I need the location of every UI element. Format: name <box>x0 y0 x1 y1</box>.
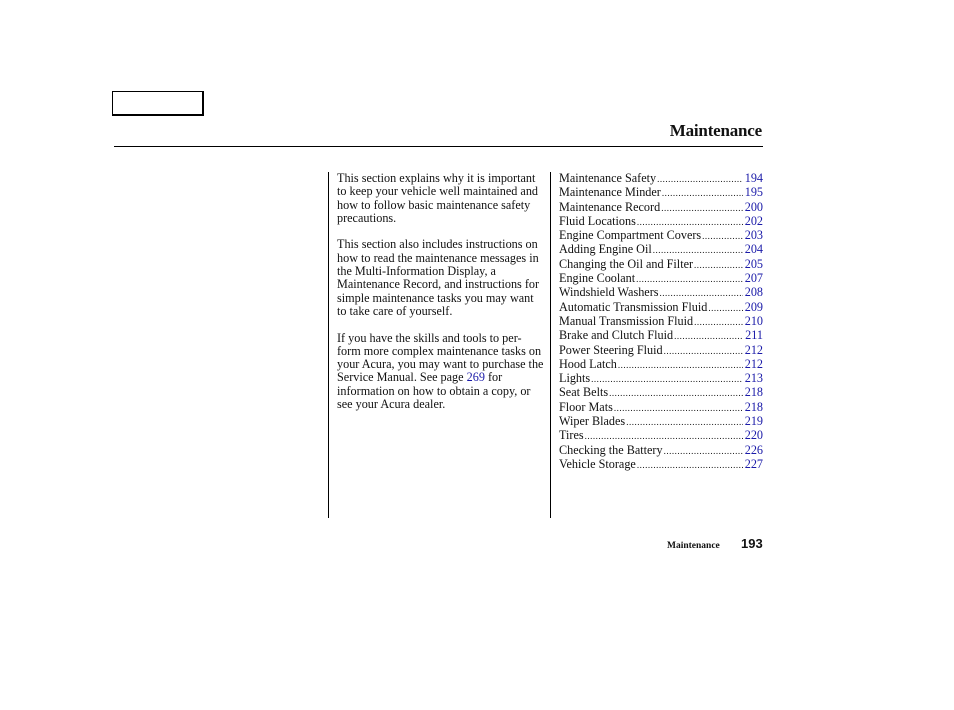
toc-entry[interactable] <box>559 372 763 386</box>
column-divider-right <box>550 172 551 518</box>
toc-entry-title: Windshield Washers <box>559 285 659 300</box>
toc-entry[interactable] <box>559 201 763 215</box>
toc-entry[interactable] <box>559 258 763 272</box>
toc-entry-title: Engine Compartment Covers <box>559 228 702 243</box>
toc-entry[interactable] <box>559 301 763 315</box>
toc-page-link[interactable]: 210 <box>744 313 763 328</box>
toc-entry-title: Seat Belts <box>559 385 609 400</box>
toc-entry[interactable] <box>559 458 763 472</box>
toc-page-link[interactable]: 209 <box>744 299 763 314</box>
toc-page-link[interactable]: 194 <box>744 171 763 185</box>
toc-page-link[interactable]: 205 <box>744 256 763 271</box>
toc-entry-title: Checking the Battery <box>559 442 663 457</box>
toc-leader-dots <box>637 459 743 472</box>
intro-paragraph-3 <box>337 332 545 412</box>
toc-entry-title: Adding Engine Oil <box>559 242 652 257</box>
intro-paragraph-3-start: If you have the skills and tools to per-form more complex maintenance tasks on your Acura, you may want to purchase the Service Manual. See page <box>337 330 544 385</box>
toc-entry-title: Manual Transmission Fluid <box>559 313 694 328</box>
toc-entry-title: Lights <box>559 371 591 386</box>
intro-paragraph-1: This section explains why it is important to keep your vehicle well maintained and how to follow basic maintenance safety precautions. <box>337 171 539 225</box>
toc-entry-title: Maintenance Record <box>559 199 661 214</box>
toc-leader-dots <box>637 216 743 229</box>
toc-leader-dots <box>660 287 743 300</box>
toc-page-link[interactable]: 213 <box>744 371 763 386</box>
toc-page-link[interactable]: 212 <box>744 342 763 357</box>
toc-leader-dots <box>674 330 743 343</box>
toc-entry-title: Vehicle Storage <box>559 456 636 471</box>
header-rule <box>114 146 763 147</box>
toc-entry[interactable] <box>559 344 763 358</box>
toc-leader-dots <box>694 316 743 329</box>
toc-entry-title: Tires <box>559 428 584 443</box>
service-manual-page-link[interactable]: 269 <box>466 370 485 385</box>
toc-entry[interactable] <box>559 286 763 300</box>
toc-entry-title: Automatic Transmission Fluid <box>559 299 708 314</box>
toc-leader-dots <box>591 373 743 386</box>
toc-entry[interactable] <box>559 386 763 400</box>
toc-leader-dots <box>609 387 743 400</box>
toc-leader-dots <box>618 359 743 372</box>
toc-entry[interactable] <box>559 429 763 443</box>
toc-leader-dots <box>661 202 743 215</box>
toc-entry[interactable] <box>559 315 763 329</box>
toc-leader-dots <box>662 187 743 200</box>
toc-page-link[interactable]: 219 <box>744 414 763 429</box>
toc-entry[interactable] <box>559 358 763 372</box>
toc-entry[interactable] <box>559 215 763 229</box>
table-of-contents <box>559 172 763 472</box>
toc-leader-dots <box>614 402 743 415</box>
toc-page-link[interactable]: 204 <box>744 242 763 257</box>
footer-section-label: Maintenance <box>667 541 720 551</box>
toc-leader-dots <box>653 244 743 257</box>
toc-entry-title: Changing the Oil and Filter <box>559 256 694 271</box>
toc-entry-title: Maintenance Minder <box>559 185 661 200</box>
toc-page-link[interactable]: 211 <box>745 328 763 343</box>
toc-leader-dots <box>626 416 743 429</box>
intro-text <box>337 172 545 425</box>
toc-page-link[interactable]: 218 <box>744 385 763 400</box>
toc-leader-dots <box>657 173 743 186</box>
toc-entry-title: Brake and Clutch Fluid <box>559 328 674 343</box>
toc-page-link[interactable]: 218 <box>744 399 763 414</box>
toc-entry-title: Floor Mats <box>559 399 613 414</box>
toc-entry[interactable] <box>559 172 763 186</box>
toc-entry-title: Power Steering Fluid <box>559 342 663 357</box>
toc-entry[interactable] <box>559 401 763 415</box>
toc-entry[interactable] <box>559 243 763 257</box>
toc-page-link[interactable]: 195 <box>744 185 763 200</box>
toc-entry-title: Engine Coolant <box>559 271 636 286</box>
page-number: 193 <box>741 536 763 551</box>
toc-entry[interactable] <box>559 329 763 343</box>
toc-page-link[interactable]: 200 <box>744 199 763 214</box>
toc-page-link[interactable]: 207 <box>744 271 763 286</box>
toc-entry-title: Wiper Blades <box>559 414 626 429</box>
intro-paragraph-3-end: for information on how to obtain a copy, or see your Acura dealer. <box>337 370 531 412</box>
page-title: Maintenance <box>669 121 762 140</box>
toc-entry[interactable] <box>559 229 763 243</box>
toc-page-link[interactable]: 227 <box>744 456 763 471</box>
toc-leader-dots <box>664 345 743 358</box>
toc-leader-dots <box>664 445 743 458</box>
toc-entry[interactable] <box>559 444 763 458</box>
column-divider-left <box>328 172 329 518</box>
toc-entry[interactable] <box>559 186 763 200</box>
toc-entry-title: Hood Latch <box>559 356 617 371</box>
toc-page-link[interactable]: 212 <box>744 356 763 371</box>
toc-page-link[interactable]: 203 <box>744 228 763 243</box>
toc-entry[interactable] <box>559 272 763 286</box>
toc-entry-title: Maintenance Safety <box>559 171 657 185</box>
toc-page-link[interactable]: 220 <box>744 428 763 443</box>
toc-leader-dots <box>702 230 743 243</box>
toc-leader-dots <box>694 259 743 272</box>
toc-entry[interactable] <box>559 415 763 429</box>
toc-leader-dots <box>708 302 742 315</box>
toc-page-link[interactable]: 202 <box>744 213 763 228</box>
toc-leader-dots <box>636 273 743 286</box>
toc-page-link[interactable]: 226 <box>744 442 763 457</box>
toc-leader-dots <box>585 430 743 443</box>
toc-entry-title: Fluid Locations <box>559 213 636 228</box>
intro-paragraph-2: This section also includes instructions on how to read the maintenance messages in the Multi-Information Display, a Maintenance Record, and instructions for simple maintenance tasks you may want to take care of yourself. <box>337 237 540 318</box>
toc-page-link[interactable]: 208 <box>744 285 763 300</box>
section-tab-box <box>112 91 204 116</box>
